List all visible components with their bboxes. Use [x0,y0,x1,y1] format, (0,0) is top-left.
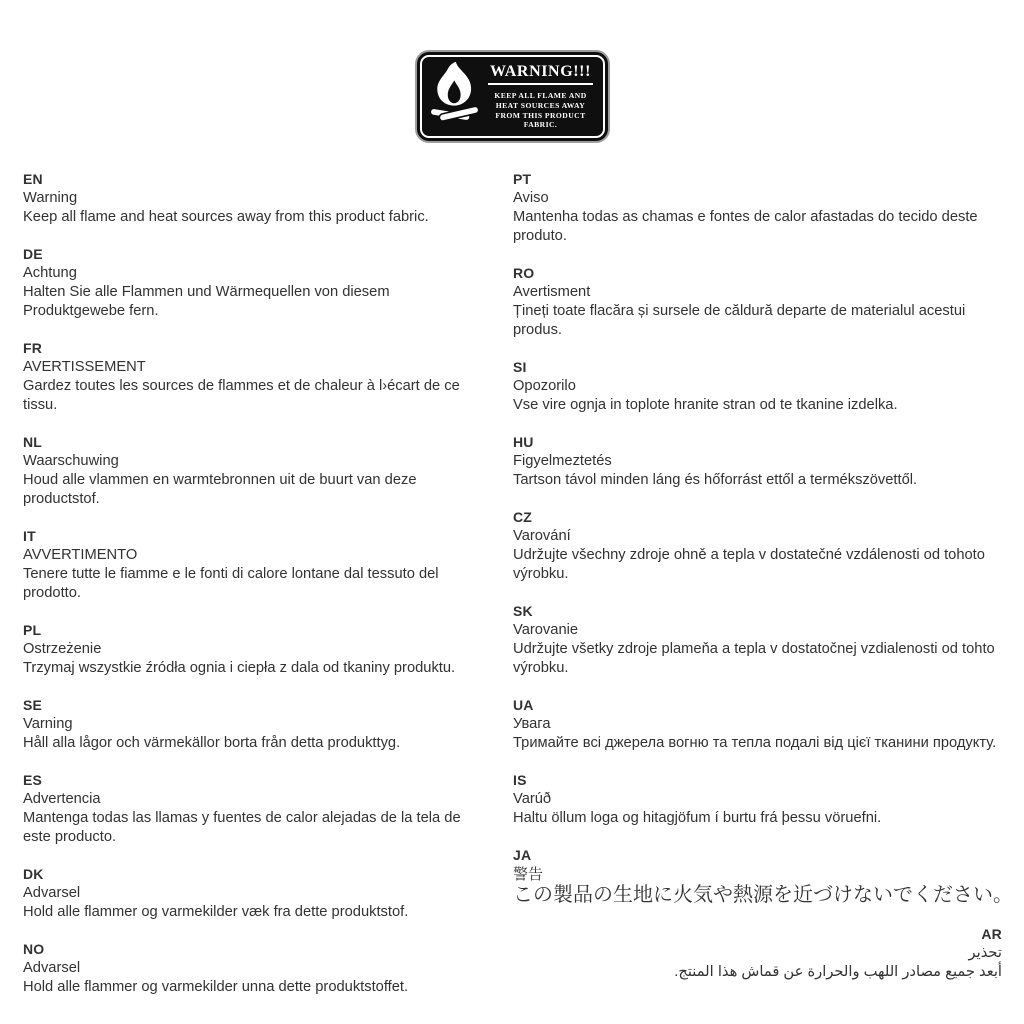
warning-title: Aviso [513,190,549,206]
language-columns [0,170,1024,1015]
warning-badge [415,50,610,143]
warning-title: Varovanie [513,622,579,638]
warning-title: Opozorilo [513,378,576,394]
language-code: UA [513,697,534,713]
language-code: NO [23,941,45,957]
language-code: SI [513,359,527,375]
lang-block-it [23,527,491,603]
language-code: FR [23,340,43,356]
warning-title: 警告 [513,866,544,883]
warning-title: Advertencia [23,791,101,807]
lang-block-ua [513,696,1004,753]
lang-block-si [513,358,1004,415]
warning-title: Advarsel [23,960,81,976]
lang-block-pl [23,621,491,678]
warning-text: Udržujte všechny zdroje ohně a tepla v dostatečné vzdálenosti od tohoto výrobku. [513,547,985,582]
warning-text: Țineți toate flacăra și sursele de căldură departe de materialul acestui produs. [513,303,966,338]
warning-text: Vse vire ognja in toplote hranite stran od te tkanine izdelka. [513,397,898,413]
language-code: SE [23,697,43,713]
warning-text: Hold alle flammer og varmekilder unna dette produktstoffet. [23,979,409,995]
left-column [23,170,491,1015]
badge-title: WARNING!!! [488,63,593,85]
language-code: CZ [513,509,533,525]
warning-text: Hold alle flammer og varmekilder væk fra dette produktstof. [23,904,409,920]
badge-text [488,63,594,129]
warning-text: Keep all flame and heat sources away from this product fabric. [23,209,429,225]
warning-text: Mantenha todas as chamas e fontes de calor afastadas do tecido deste produto. [513,209,978,244]
badge-container [0,0,1024,143]
lang-block-pt [513,170,1004,246]
language-code: SK [513,603,533,619]
language-code: DK [23,866,44,882]
warning-text: Haltu öllum loga og hitagjöfum í burtu frá þessu vöruefni. [513,810,882,826]
language-code: ES [23,772,43,788]
language-code: JA [513,847,532,863]
language-code: IS [513,772,527,788]
lang-block-de [23,245,491,321]
lang-block-se [23,696,491,753]
language-code: NL [23,434,43,450]
lang-block-no [23,940,491,997]
warning-title: Avertisment [513,284,591,300]
badge-line: KEEP ALL FLAME AND [494,91,587,101]
lang-block-sk [513,602,1004,678]
campfire-icon [429,61,481,132]
warning-text: Trzymaj wszystkie źródła ognia i ciepła z dala od tkaniny produktu. [23,660,456,676]
badge-line: HEAT SOURCES AWAY [495,100,586,110]
warning-title: Figyelmeztetés [513,453,612,469]
lang-block-ja [513,846,1013,907]
warning-title: Warning [23,190,78,206]
warning-text: この製品の生地に火気や熱源を近づけないでください。 [513,884,1013,906]
warning-text: Mantenga todas las llamas y fuentes de calor alejadas de la tela de este producto. [23,810,461,845]
lang-block-hu [513,433,1004,490]
warning-text: Tenere tutte le fiamme e le fonti di calore lontane dal tessuto del prodotto. [23,566,439,601]
warning-title: Varování [513,528,571,544]
warning-text: Тримайте всі джерела вогню та тепла подалі від цієї тканини продукту. [513,735,997,751]
badge-line: FROM THIS PRODUCT [495,110,586,120]
warning-title: تحذير [968,945,1002,961]
badge-line: FABRIC. [523,120,558,130]
warning-badge-inner [420,55,605,138]
warning-title: Advarsel [23,885,81,901]
language-code: EN [23,171,43,187]
warning-text: Gardez toutes les sources de flammes et de chaleur à l›écart de ce tissu. [23,378,460,413]
warning-title: Увага [513,716,551,732]
language-code: PL [23,622,42,638]
language-code: HU [513,434,534,450]
lang-block-dk [23,865,491,922]
warning-title: Varúð [513,791,552,807]
lang-block-ro [513,264,1004,340]
lang-block-is [513,771,1004,828]
warning-text: أبعد جميع مصادر اللهب والحرارة عن قماش هذا المنتج. [674,964,1002,980]
warning-text: Houd alle vlammen en warmtebronnen uit de buurt van deze productstof. [23,472,417,507]
warning-text: Halten Sie alle Flammen und Wärmequellen von diesem Produktgewebe fern. [23,284,390,319]
warning-text: Udržujte všetky zdroje plameňa a tepla v dostatočnej vzdialenosti od tohto výrobku. [513,641,995,676]
warning-title: AVERTISSEMENT [23,359,146,375]
language-code: DE [23,246,43,262]
right-column [513,170,1013,1015]
warning-title: Achtung [23,265,77,281]
warning-title: Waarschuwing [23,453,119,469]
lang-block-es [23,771,491,847]
lang-block-ar [513,925,1004,982]
warning-text: Håll alla lågor och värmekällor borta från detta produkttyg. [23,735,401,751]
lang-block-en [23,170,491,227]
lang-block-cz [513,508,1004,584]
lang-block-nl [23,433,491,509]
warning-title: AVVERTIMENTO [23,547,138,563]
lang-block-fr [23,339,491,415]
language-code: AR [981,926,1002,942]
language-code: PT [513,171,532,187]
warning-title: Varning [23,716,73,732]
language-code: RO [513,265,535,281]
language-code: IT [23,528,36,544]
warning-text: Tartson távol minden láng és hőforrást ettől a termékszövettől. [513,472,918,488]
warning-title: Ostrzeżenie [23,641,102,657]
